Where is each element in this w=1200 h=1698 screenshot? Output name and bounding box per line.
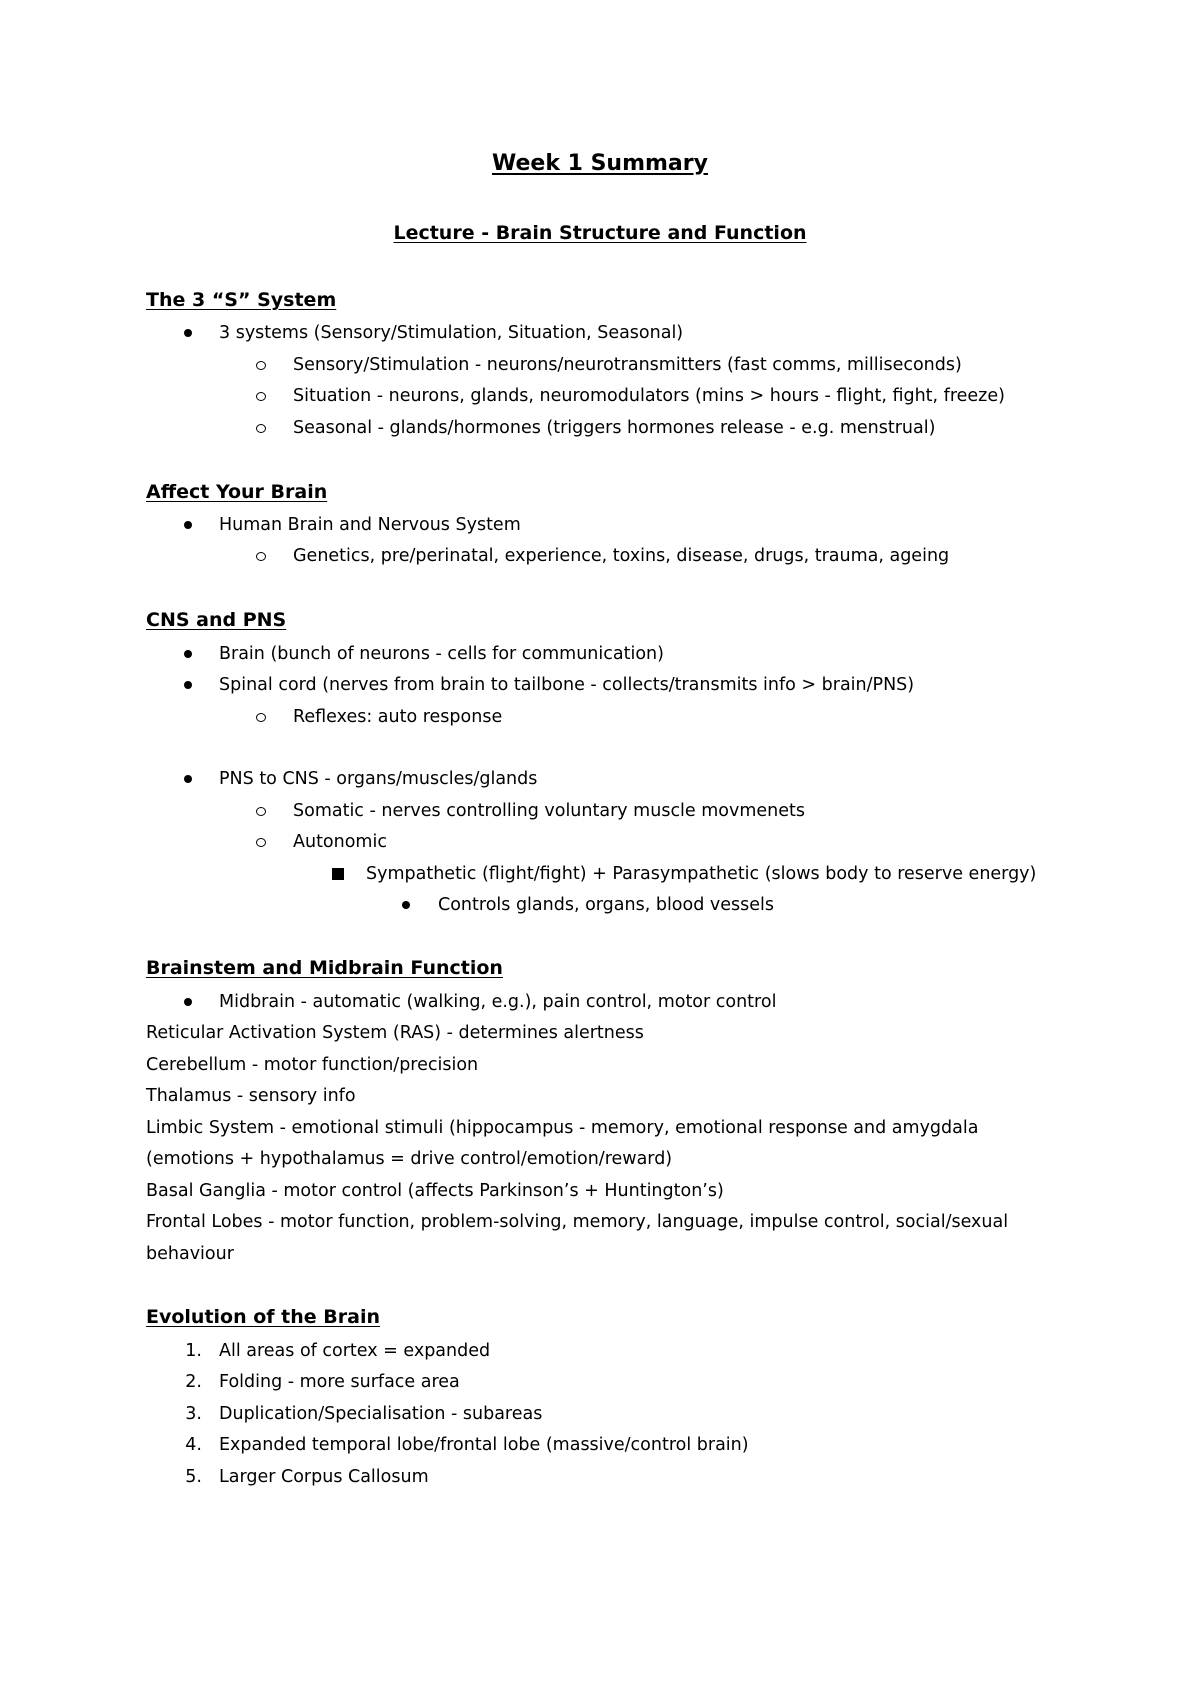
list-item: Genetics, pre/perinatal, experience, toxins, disease, drugs, trauma, ageing bbox=[293, 546, 950, 566]
text-line: Limbic System - emotional stimuli (hippocampus - memory, emotional response and amygdala bbox=[146, 1118, 979, 1138]
numbered-item: Larger Corpus Callosum bbox=[219, 1467, 429, 1487]
list-item: Situation - neurons, glands, neuromodulators (mins > hours - flight, fight, freeze) bbox=[293, 386, 1005, 406]
list-item: PNS to CNS - organs/muscles/glands bbox=[219, 769, 538, 789]
hollow-bullet-icon bbox=[256, 552, 266, 561]
list-number: 3. bbox=[185, 1404, 202, 1424]
page-title: Week 1 Summary bbox=[492, 151, 708, 176]
section-heading-brainstem: Brainstem and Midbrain Function bbox=[146, 957, 503, 979]
list-item: Reflexes: auto response bbox=[293, 707, 503, 727]
list-number: 2. bbox=[185, 1372, 202, 1392]
text-line: behaviour bbox=[146, 1244, 234, 1264]
hollow-bullet-icon bbox=[256, 838, 266, 847]
list-item: Autonomic bbox=[293, 832, 387, 852]
section-heading-3s: The 3 “S” System bbox=[146, 289, 337, 311]
list-number: 5. bbox=[185, 1467, 202, 1487]
text-line: Cerebellum - motor function/precision bbox=[146, 1055, 479, 1075]
list-item: Somatic - nerves controlling voluntary muscle movmenets bbox=[293, 801, 806, 821]
list-item: Human Brain and Nervous System bbox=[219, 515, 521, 535]
section-heading-cns-pns: CNS and PNS bbox=[146, 609, 287, 631]
numbered-item: Expanded temporal lobe/frontal lobe (massive/control brain) bbox=[219, 1435, 749, 1455]
list-item: Spinal cord (nerves from brain to tailbone - collects/transmits info > brain/PNS) bbox=[219, 675, 915, 695]
hollow-bullet-icon bbox=[256, 807, 266, 816]
list-number: 4. bbox=[185, 1435, 202, 1455]
bullet-icon bbox=[184, 521, 192, 529]
numbered-item: All areas of cortex = expanded bbox=[219, 1341, 491, 1361]
section-heading-affect: Affect Your Brain bbox=[146, 481, 328, 503]
list-item: Controls glands, organs, blood vessels bbox=[438, 895, 774, 915]
list-item: Sensory/Stimulation - neurons/neurotransmitters (fast comms, milliseconds) bbox=[293, 355, 962, 375]
bullet-icon bbox=[184, 681, 192, 689]
numbered-item: Duplication/Specialisation - subareas bbox=[219, 1404, 543, 1424]
text-line: (emotions + hypothalamus = drive control/emotion/reward) bbox=[146, 1149, 673, 1169]
section-heading-evolution: Evolution of the Brain bbox=[146, 1306, 381, 1328]
bullet-icon bbox=[402, 901, 410, 909]
list-item: Seasonal - glands/hormones (triggers hormones release - e.g. menstrual) bbox=[293, 418, 936, 438]
bullet-icon bbox=[184, 329, 192, 337]
list-item: Sympathetic (flight/fight) + Parasympathetic (slows body to reserve energy) bbox=[366, 864, 1037, 884]
bullet-icon bbox=[184, 775, 192, 783]
list-item: Brain (bunch of neurons - cells for communication) bbox=[219, 644, 664, 664]
list-number: 1. bbox=[185, 1341, 202, 1361]
hollow-bullet-icon bbox=[256, 424, 266, 433]
square-bullet-icon bbox=[332, 868, 344, 880]
bullet-icon bbox=[184, 650, 192, 658]
hollow-bullet-icon bbox=[256, 361, 266, 370]
text-line: Frontal Lobes - motor function, problem-solving, memory, language, impulse control, social/sexual bbox=[146, 1212, 1009, 1232]
text-line: Reticular Activation System (RAS) - determines alertness bbox=[146, 1023, 644, 1043]
text-line: Basal Ganglia - motor control (affects Parkinson’s + Huntington’s) bbox=[146, 1181, 724, 1201]
numbered-item: Folding - more surface area bbox=[219, 1372, 460, 1392]
page-subtitle: Lecture - Brain Structure and Function bbox=[393, 222, 807, 244]
text-line: Thalamus - sensory info bbox=[146, 1086, 356, 1106]
hollow-bullet-icon bbox=[256, 713, 266, 722]
list-item: Midbrain - automatic (walking, e.g.), pain control, motor control bbox=[219, 992, 777, 1012]
list-item: 3 systems (Sensory/Stimulation, Situation, Seasonal) bbox=[219, 323, 684, 343]
bullet-icon bbox=[184, 998, 192, 1006]
hollow-bullet-icon bbox=[256, 392, 266, 401]
